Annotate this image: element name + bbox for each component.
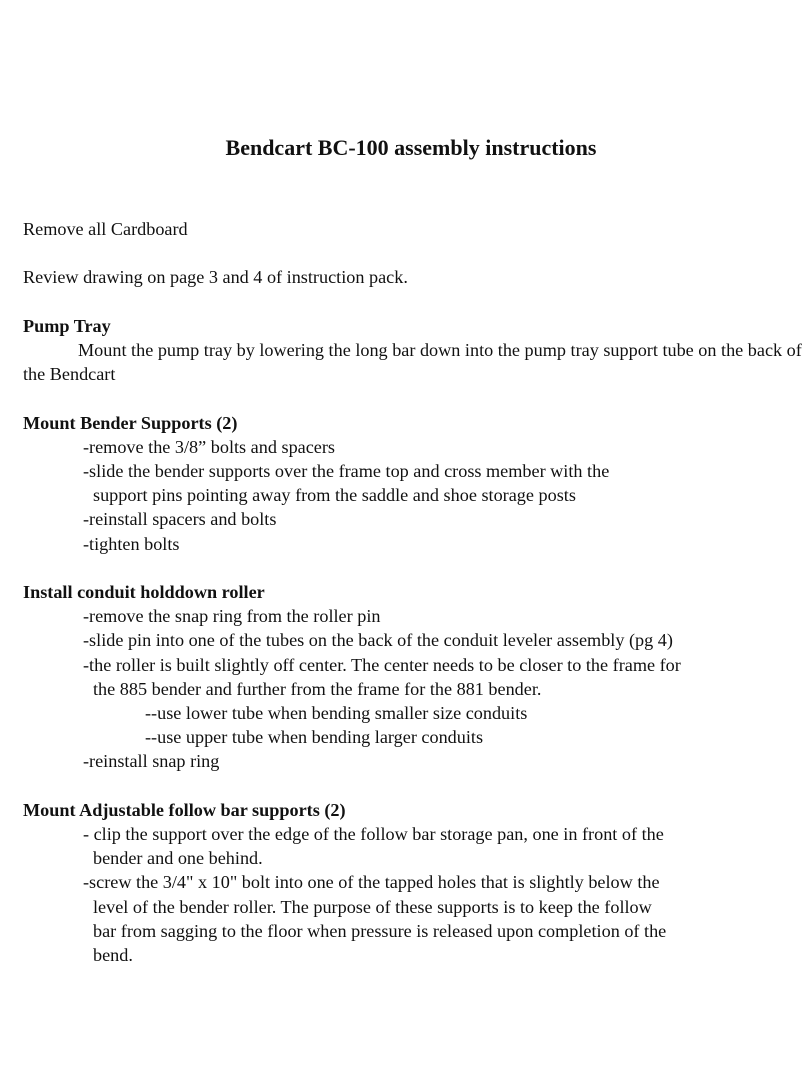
step-line: -screw the 3/4" x 10" bolt into one of the tapped holes that is slightly below the: [83, 872, 660, 893]
step-line: bend.: [93, 945, 133, 966]
substep-line: --use upper tube when bending larger conduits: [145, 727, 484, 748]
bender-supports-section: [23, 411, 803, 556]
intro-line: Review drawing on page 3 and 4 of instruction pack.: [23, 267, 408, 288]
intro-line: Remove all Cardboard: [23, 219, 188, 239]
section-heading: Install conduit holddown roller: [23, 581, 265, 602]
step-line: - clip the support over the edge of the follow bar storage pan, one in front of the: [83, 824, 664, 844]
step-line: -reinstall snap ring: [83, 751, 220, 772]
step-line: level of the bender roller. The purpose of these supports is to keep the follow: [93, 896, 652, 917]
section-paragraph: Mount the pump tray by lowering the long bar down into the pump tray support tube on the back of the Bendcart: [23, 339, 802, 385]
step-line: bender and one behind.: [93, 848, 263, 869]
page-title: Bendcart BC-100 assembly instructions: [225, 135, 597, 160]
follow-bar-section: [23, 798, 803, 967]
step-line: -tighten bolts: [83, 533, 180, 554]
step-line: -reinstall spacers and bolts: [83, 509, 277, 530]
step-line: -the roller is built slightly off center. The center needs to be closer to the frame for: [83, 654, 681, 675]
step-line: support pins pointing away from the saddle and shoe storage posts: [93, 485, 576, 506]
section-heading: Pump Tray: [23, 315, 111, 336]
section-heading: Mount Adjustable follow bar supports (2): [23, 799, 346, 820]
holddown-roller-section: [23, 580, 803, 774]
pump-tray-section: [23, 314, 803, 387]
step-line: -slide the bender supports over the frame top and cross member with the: [83, 460, 610, 481]
section-heading: Mount Bender Supports (2): [23, 412, 238, 433]
step-line: bar from sagging to the floor when pressure is released upon completion of the: [93, 920, 667, 941]
step-line: -remove the snap ring from the roller pin: [83, 606, 381, 627]
step-line: -remove the 3/8” bolts and spacers: [83, 436, 336, 457]
substep-line: --use lower tube when bending smaller size conduits: [145, 703, 528, 723]
instructions-body: [23, 217, 803, 967]
step-line: the 885 bender and further from the frame for the 881 bender.: [93, 678, 542, 699]
step-line: -slide pin into one of the tubes on the back of the conduit leveler assembly (pg 4): [83, 630, 673, 651]
